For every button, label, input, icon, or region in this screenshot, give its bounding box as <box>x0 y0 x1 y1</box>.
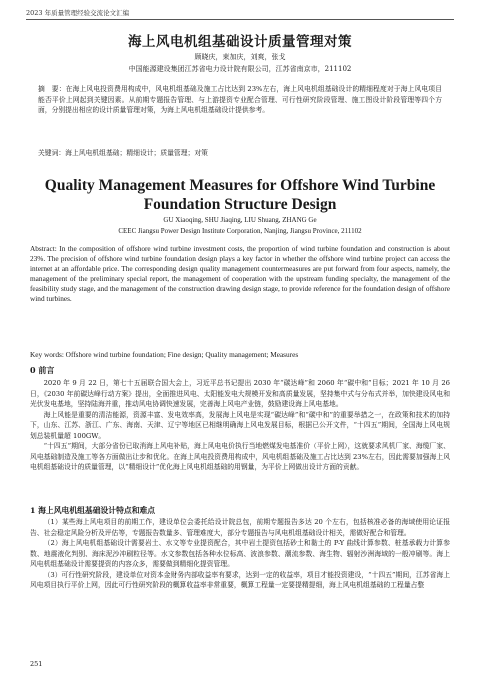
cn-affiliation: 中国能源建设集团江苏省电力设计院有限公司，江苏省南京市，211102 <box>128 65 352 73</box>
section1-body <box>30 517 450 591</box>
en-affiliation: CEEC Jiangsu Power Design Institute Corporation, Nanjing, Jiangsu Province, 211102 <box>118 227 362 235</box>
cn-keywords: 关键词：海上风电机组基础；精细设计；质量管理；对策 <box>38 149 208 157</box>
cn-title: 海上风电机组基础设计质量管理对策 <box>128 34 352 50</box>
en-abstract: Abstract: In the composition of offshore wind turbine investment costs, the proportion of wind turbine foundation and construction is about 23%. The precision of offshore wind turbine foundation design plays a key factor in whether the offshore wind turbine project can access the internet at an affordable price. The corresponding design quality management countermeasures are put forward from four aspects, namely, the management of the preliminary special report, the management of cooperation with the upstream funding specialty, the management of the feasibility study stage, and the management of the construction drawing design stage, to provide reference for the foundation design of offshore wind turbines. <box>30 244 450 303</box>
paragraph: （3）可行性研究阶段，建设单位对资本金财务内部收益率有要求，达到一定的收益率，项目才能投资建设，“十四五”期间，江苏省海上风电项目执行平价上网，因此可行性研究阶段的概算收益率非常重要，概算工程量一定要提精提细，海上风电机组基础的工程量占整 <box>30 570 450 589</box>
paragraph: “十四五”期间，大部分省份已取消海上风电补贴，海上风电电价执行当地燃煤发电基准价（平价上网），这就要求风机厂家、海缆厂家、风电基础制造及施工等各方面做出让步和优化。在海上风电投资费用构成中，风电机组基础及施工占比达到 23%左右，因此需要加强海上风电机组基础设计的质量管理，以“精细设计”优化海上风电机组基础的用钢量，为平价上网做出设计方面的贡献。 <box>30 442 450 471</box>
paragraph: 海上风能是重要的清洁能源，资源丰富、发电效率高，发展海上风电是实现“碳达峰”和“碳中和”的重要举措之一，在政策和技术的加持下，山东、江苏、浙江、广东、海南、天津、辽宁等地区已相继明确海上风电发展目标，根据已公开文件，“十四五”期间，全国海上风电规划总装机量超 100GW。 <box>30 410 450 440</box>
page-number: 251 <box>30 660 43 668</box>
header-rule <box>26 19 454 20</box>
paragraph: （1）某些海上风电项目的前期工作，建设单位会委托给设计院总包，前期专题报告多达 20 个左右，包括核准必备的海域使用论证报告、社会稳定风险分析及评估等，专题报告数量多、管理难度大，部分专题报告与风电机组基础设计相关，需做好配合和管理。 <box>30 518 450 537</box>
running-head: 2023 年质量管理经验交流论文汇编 <box>26 9 130 17</box>
en-authors: GU Xiaoqing, SHU Jiaqing, LIU Shuang, ZHANG Ge <box>163 216 317 224</box>
paragraph: 2020 年 9 月 22 日，第七十五届联合国大会上，习近平总书记提出 2030 年“碳达峰”和 2060 年“碳中和”目标；2021 年 10 月 26 日，《2030 年前碳达峰行动方案》提出，全面推进风电、太阳能发电大规模开发和高质量发展，坚持集中式与分布式并举，加快建设风电和光伏发电基地，坚持陆海并重，推动风电协调快速发展，完善海上风电产业链，鼓励建设海上风电基地。 <box>30 379 450 408</box>
section-heading-1: 1 海上风电机组基础设计特点和难点 <box>30 506 156 515</box>
en-keywords: Key words: Offshore wind turbine foundation; Fine design; Quality management; Measures <box>30 350 299 359</box>
section-heading-intro: 0 前言 <box>30 365 55 375</box>
intro-body <box>30 378 450 473</box>
paragraph: （2）海上风电机组基础设计需要岩土、水文等专业提资配合，其中岩土提资包括砂土和黏土的 P-Y 曲线计算参数、桩基承载力计算参数、地震液化判别、海床泥沙冲刷粒径等。水文参数包括各种水位标高、波浪参数、潮流参数、海生物、辐射沙洲海域的一般冲刷等。海上风电机组基础设计需要提资的内容众多，需要做到精细化提资管理。 <box>30 539 450 568</box>
cn-abstract: 摘 要：在海上风电投资费用构成中，风电机组基础及施工占比达到 23%左右，海上风电机组基础设计的精细程度对于海上风电项目能否平价上网起到关键因素。从前期专题报告管理、与上游提资专业配合管理、可行性研究阶段管理、施工图设计阶段管理等四个方面，分别提出相应的设计质量管理对策，为海上风电机组基础设计提供参考。 <box>38 85 442 115</box>
en-title: Quality Management Measures for Offshore Wind Turbine Foundation Structure Design <box>44 177 436 213</box>
cn-authors: 顾晓庆，束加庆，刘爽，张戈 <box>194 53 286 61</box>
